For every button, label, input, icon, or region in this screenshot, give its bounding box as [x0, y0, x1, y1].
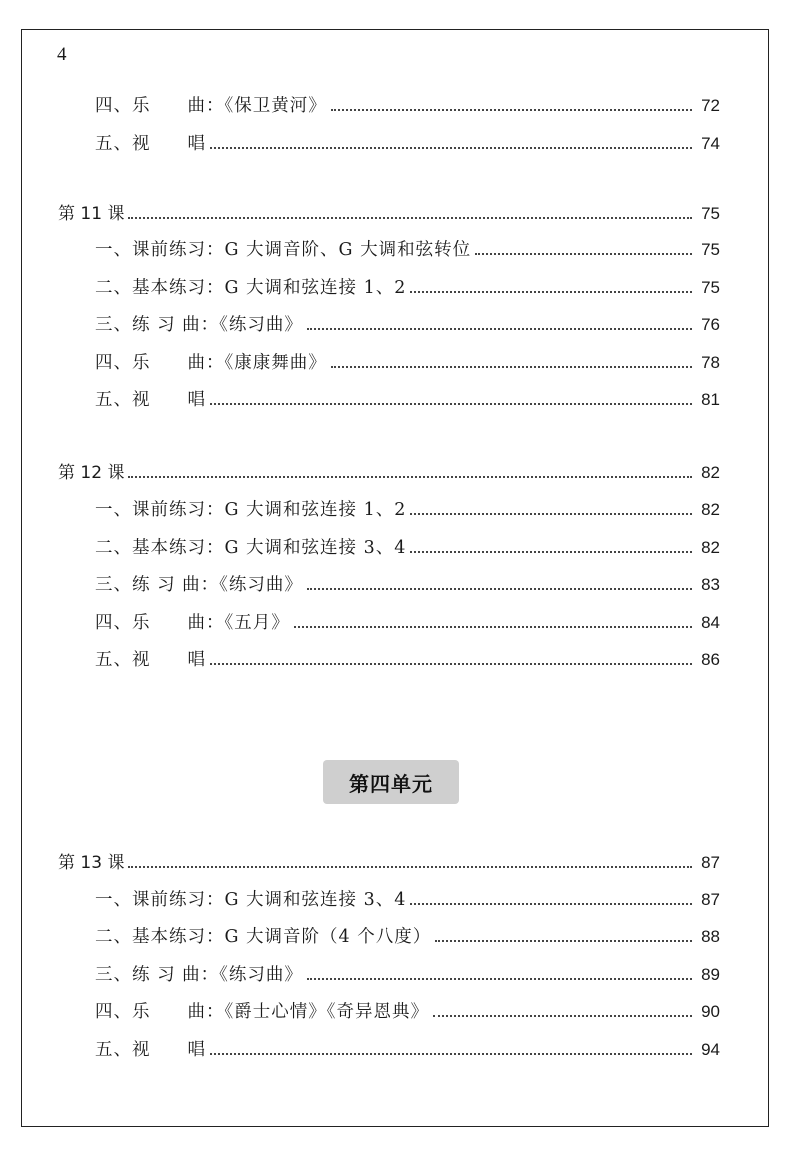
dot-leader: [331, 109, 692, 111]
toc-entry-title: 三、练 习 曲：《练习曲》: [95, 965, 303, 985]
toc-entry-page: 75: [701, 278, 720, 297]
dot-leader: [210, 147, 692, 149]
dot-leader: [410, 291, 692, 293]
dot-leader: [128, 217, 692, 219]
dot-leader: [410, 513, 692, 515]
dot-leader: [128, 476, 692, 478]
toc-entry[interactable]: [95, 534, 720, 560]
toc-lesson[interactable]: [58, 458, 720, 484]
toc-entry-page: 87: [701, 890, 720, 909]
toc-entry[interactable]: [95, 609, 720, 635]
toc-entry[interactable]: [95, 646, 720, 672]
dot-leader: [410, 903, 692, 905]
toc-entry-title: 五、视 唱: [95, 390, 206, 410]
toc-entry-page: 78: [701, 353, 720, 372]
toc-entry-title: 四、乐 曲：《康康舞曲》: [95, 353, 327, 373]
toc-entry[interactable]: [95, 961, 720, 987]
toc-entry-title: 四、乐 曲：《保卫黄河》: [95, 96, 327, 116]
toc-entry-title: 三、练 习 曲：《练习曲》: [95, 315, 303, 335]
toc-lesson[interactable]: [58, 199, 720, 225]
toc-entry-title: 一、课前练习：G 大调和弦连接 3、4: [95, 890, 407, 910]
toc-entry-title: 一、课前练习：G 大调音阶、G 大调和弦转位: [95, 240, 472, 260]
toc-entry-page: 89: [701, 965, 720, 984]
dot-leader: [307, 978, 692, 980]
page-number: 4: [57, 44, 67, 65]
toc-entry-page: 82: [701, 538, 720, 557]
dot-leader: [307, 328, 692, 330]
toc-entry[interactable]: [95, 349, 720, 375]
toc-entry[interactable]: [95, 571, 720, 597]
toc-entry-title: 一、课前练习：G 大调和弦连接 1、2: [95, 500, 407, 520]
toc-entry[interactable]: [95, 311, 720, 337]
toc-entry[interactable]: [95, 1036, 720, 1062]
toc-entry[interactable]: [95, 496, 720, 522]
toc-entry-title: 三、练 习 曲：《练习曲》: [95, 575, 303, 595]
toc-entry-page: 72: [701, 96, 720, 115]
toc-lesson-title: 第 13 课: [58, 853, 125, 873]
toc-entry-page: 86: [701, 650, 720, 669]
dot-leader: [435, 940, 692, 942]
toc-entry-title: 五、视 唱: [95, 1040, 206, 1060]
toc-lesson-page: 87: [701, 853, 720, 872]
toc-entry[interactable]: [95, 236, 720, 262]
dot-leader: [128, 866, 692, 868]
dot-leader: [410, 551, 692, 553]
toc-lesson[interactable]: [58, 848, 720, 874]
toc-entry-title: 四、乐 曲：《爵士心情》《奇异恩典》: [95, 1002, 429, 1022]
toc-lesson-page: 75: [701, 204, 720, 223]
toc-entry[interactable]: [95, 386, 720, 412]
toc-entry-title: 五、视 唱: [95, 134, 206, 154]
toc-entry[interactable]: [95, 886, 720, 912]
toc-entry-page: 84: [701, 613, 720, 632]
dot-leader: [331, 366, 692, 368]
dot-leader: [210, 1053, 692, 1055]
toc-entry-title: 五、视 唱: [95, 650, 206, 670]
toc-entry-page: 90: [701, 1002, 720, 1021]
toc-entry-page: 83: [701, 575, 720, 594]
toc-lesson-page: 82: [701, 463, 720, 482]
toc-entry[interactable]: [95, 923, 720, 949]
toc-entry[interactable]: [95, 130, 720, 156]
toc-entry-page: 82: [701, 500, 720, 519]
toc-entry-page: 81: [701, 390, 720, 409]
toc-entry-title: 四、乐 曲：《五月》: [95, 613, 290, 633]
toc-entry-page: 88: [701, 927, 720, 946]
dot-leader: [307, 588, 692, 590]
dot-leader: [475, 253, 692, 255]
toc-entry-title: 二、基本练习：G 大调和弦连接 3、4: [95, 538, 407, 558]
toc-entry-title: 二、基本练习：G 大调和弦连接 1、2: [95, 278, 407, 298]
dot-leader: [210, 663, 692, 665]
toc-entry[interactable]: [95, 998, 720, 1024]
dot-leader: [210, 403, 692, 405]
dot-leader: [294, 626, 692, 628]
toc-entry-page: 94: [701, 1040, 720, 1059]
unit-title-badge: 第四单元: [323, 760, 459, 804]
toc-entry-title: 二、基本练习：G 大调音阶（4 个八度）: [95, 927, 432, 947]
toc-lesson-title: 第 11 课: [58, 204, 125, 224]
toc-entry[interactable]: [95, 92, 720, 118]
toc-entry-page: 74: [701, 134, 720, 153]
dot-leader: [433, 1015, 692, 1017]
toc-entry-page: 75: [701, 240, 720, 259]
toc-entry[interactable]: [95, 274, 720, 300]
toc-entry-page: 76: [701, 315, 720, 334]
toc-lesson-title: 第 12 课: [58, 463, 125, 483]
